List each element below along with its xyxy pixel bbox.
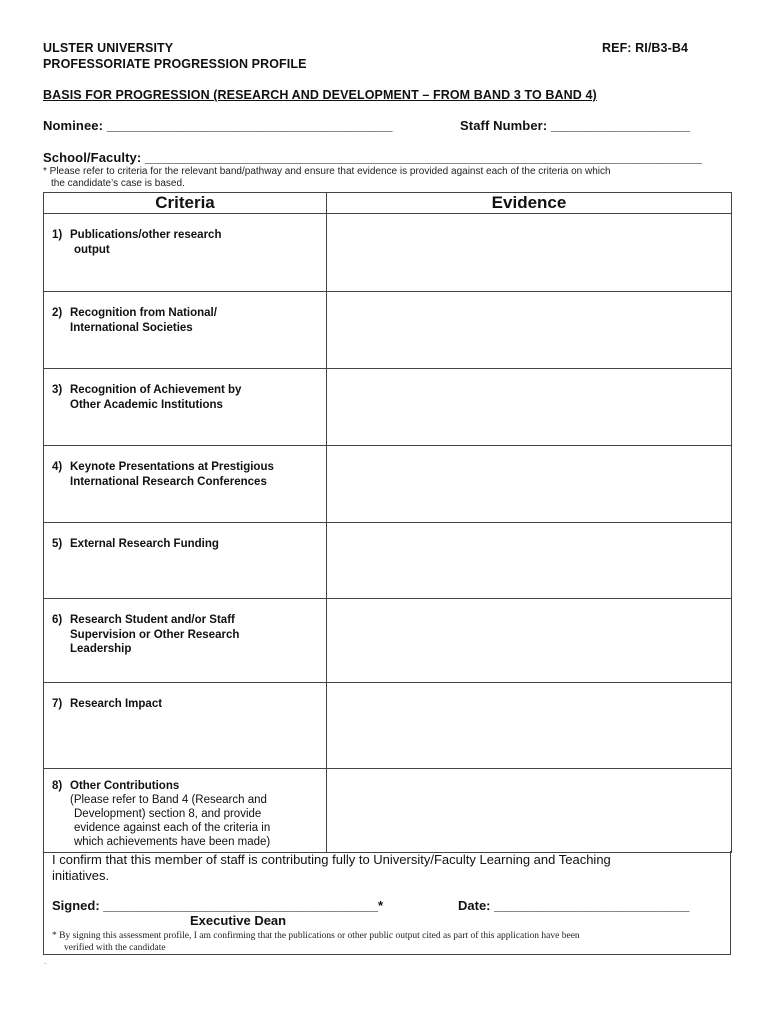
criterion-number: 4) <box>52 461 63 473</box>
confirmation-text-line1: I confirm that this member of staff is contributing fully to University/Faculty Learning and Teaching <box>52 852 611 867</box>
executive-dean-label: Executive Dean <box>190 913 287 928</box>
criterion-text: Publications/other research <box>70 229 222 241</box>
confirmation-text <box>52 852 611 884</box>
reference-code: REF: RI/B3-B4 <box>602 41 689 55</box>
criterion-text: Leadership <box>70 643 132 655</box>
evidence-cell-3[interactable] <box>327 369 732 446</box>
university-name: ULSTER UNIVERSITY <box>43 41 174 55</box>
evidence-cell-8[interactable] <box>327 769 732 853</box>
criterion-3 <box>44 369 327 446</box>
criterion-subtext: evidence against each of the criteria in <box>74 822 271 834</box>
date-field[interactable]: Date: ___________________________ <box>458 898 690 913</box>
evidence-cell-7[interactable] <box>327 683 732 769</box>
criteria-column-header: Criteria <box>44 193 327 214</box>
criterion-text: Recognition from National/ <box>70 307 217 319</box>
table-row <box>44 214 732 292</box>
evidence-column-header: Evidence <box>327 193 732 214</box>
criterion-text: Other Academic Institutions <box>70 398 223 411</box>
signed-field[interactable]: Signed: ______________________________________* <box>52 898 384 913</box>
criterion-text: Research Impact <box>70 698 163 710</box>
staff-number-field[interactable]: Staff Number: ___________________ <box>460 118 691 133</box>
table-row <box>44 599 732 683</box>
evidence-cell-1[interactable] <box>327 214 732 292</box>
criterion-text: Other Contributions <box>70 780 180 792</box>
criterion-text: Keynote Presentations at Prestigious <box>70 461 274 473</box>
table-row <box>44 369 732 446</box>
table-row <box>44 769 732 853</box>
evidence-cell-2[interactable] <box>327 292 732 369</box>
school-faculty-field[interactable]: School/Faculty: ____________________________________________________________________________ <box>43 150 703 165</box>
verification-footnote <box>52 930 580 954</box>
criteria-note-line2: the candidate’s case is based. <box>51 178 185 189</box>
profile-title: PROFESSORIATE PROGRESSION PROFILE <box>43 57 307 71</box>
confirmation-box <box>43 851 731 955</box>
table-row <box>44 523 732 599</box>
criterion-text: output <box>74 243 110 256</box>
criterion-subtext: which achievements have been made) <box>74 836 271 848</box>
confirmation-text-line2: initiatives. <box>52 868 110 883</box>
criterion-6 <box>44 599 327 683</box>
criterion-7 <box>44 683 327 769</box>
footnote-line2: verified with the candidate <box>64 943 166 953</box>
criterion-text: External Research Funding <box>70 538 219 550</box>
criterion-1 <box>44 214 327 292</box>
trailing-mark: . <box>44 957 47 966</box>
criterion-number: 7) <box>52 698 63 710</box>
criterion-number: 5) <box>52 538 63 550</box>
criterion-subtext: (Please refer to Band 4 (Research and <box>70 794 267 806</box>
criterion-8 <box>44 769 327 853</box>
criterion-text: Recognition of Achievement by <box>70 384 242 396</box>
criterion-subtext: Development) section 8, and provide <box>74 808 262 820</box>
criterion-text: Research Student and/or Staff <box>70 614 235 626</box>
criterion-text: International Societies <box>70 321 193 334</box>
criteria-evidence-table <box>43 192 732 853</box>
criterion-number: 1) <box>52 229 63 241</box>
evidence-cell-6[interactable] <box>327 599 732 683</box>
table-row <box>44 292 732 369</box>
criterion-2 <box>44 292 327 369</box>
criteria-note-line1: * Please refer to criteria for the relevant band/pathway and ensure that evidence is provided against each of the criteria on which <box>43 166 611 177</box>
table-row <box>44 446 732 523</box>
criterion-5 <box>44 523 327 599</box>
criterion-number: 2) <box>52 307 63 319</box>
criterion-number: 6) <box>52 614 63 626</box>
criterion-number: 3) <box>52 384 63 396</box>
criterion-4 <box>44 446 327 523</box>
criterion-number: 8) <box>52 780 63 792</box>
nominee-field[interactable]: Nominee: _______________________________________ <box>43 118 393 133</box>
footnote-line1: * By signing this assessment profile, I am confirming that the publications or other public output cited as part of this application have been <box>52 931 580 941</box>
criterion-text: International Research Conferences <box>70 475 267 488</box>
evidence-cell-5[interactable] <box>327 523 732 599</box>
criteria-note <box>43 166 611 190</box>
criterion-text: Supervision or Other Research <box>70 628 240 641</box>
basis-heading: BASIS FOR PROGRESSION (RESEARCH AND DEVELOPMENT – FROM BAND 3 TO BAND 4) <box>43 88 597 102</box>
table-row <box>44 683 732 769</box>
evidence-cell-4[interactable] <box>327 446 732 523</box>
